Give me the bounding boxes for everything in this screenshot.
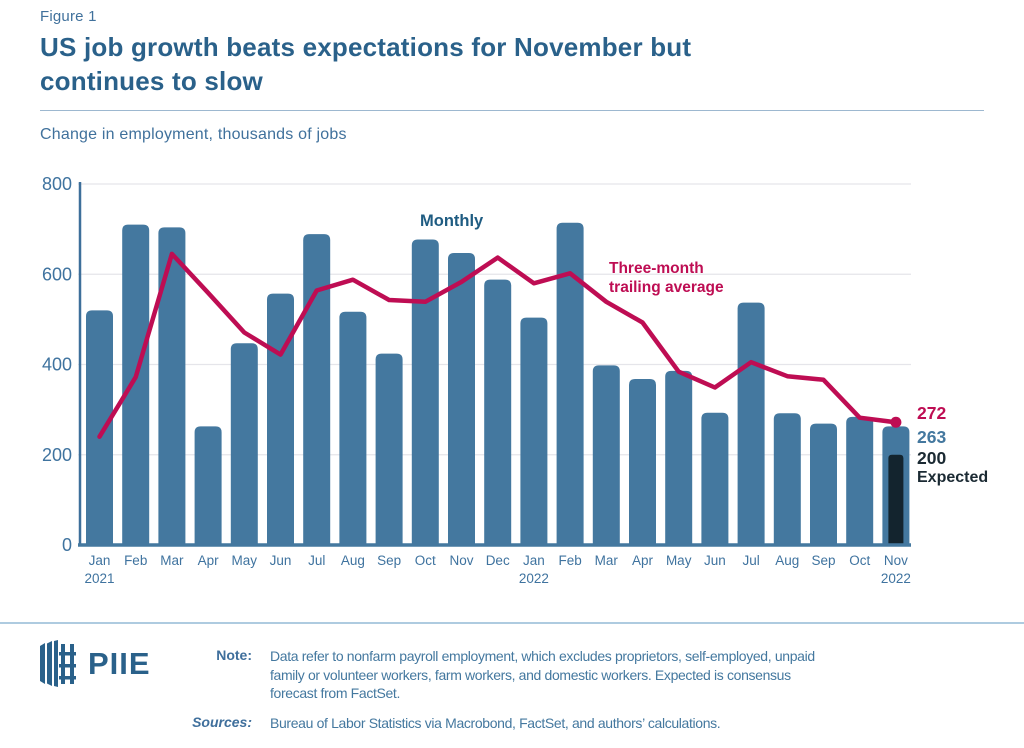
x-tick-label-oct-2021: Oct [414,553,436,568]
x-tick-label-feb-2021: Feb [124,553,148,568]
y-tick-label-200: 200 [41,444,72,465]
x-tick-label-sep-2021: Sep [377,553,402,568]
x-tick-label-nov-2021: Nov [449,553,474,568]
note-label: Note: [216,647,252,663]
bar-expected [888,455,903,545]
trailing-average-endpoint-dot [890,417,901,428]
x-tick-label-dec-2021: Dec [485,553,510,568]
x-tick-label-jul-2022: Jul [742,553,760,568]
sources-text: Bureau of Labor Statistics via Macrobond, FactSet, and authors’ calculations. [270,715,721,731]
x-tick-label-aug-2021: Aug [340,553,365,568]
piie-logo-text: PIIE [88,645,151,681]
x-tick-label-sep-2022: Sep [811,553,836,568]
note-line-3: forecast from FactSet. [270,685,401,701]
x-tick-label-aug-2022: Aug [775,553,800,568]
x-tick-label-apr-2022: Apr [631,553,654,568]
bar-nov-2021 [448,253,475,545]
bar-jan-2022 [520,318,547,545]
sources-label: Sources: [192,714,252,730]
x-tick-label-feb-2022: Feb [558,553,582,568]
x-tick-label-apr-2021: Apr [197,553,219,568]
bar-jul-2021 [303,234,330,545]
x-tick-label-mar-2021: Mar [160,553,184,568]
figure-label: Figure 1 [40,8,97,25]
end-label-272: 272 [917,403,947,423]
y-tick-label-400: 400 [41,354,72,375]
x-tick-label-oct-2022: Oct [849,553,871,568]
note-text [270,647,1010,703]
y-tick-label-0: 0 [61,535,72,555]
bar-jun-2021 [267,294,294,545]
bar-jan-2021 [86,310,113,545]
piie-logo-icon [40,640,78,687]
x-tick-label-jul-2021: Jul [308,553,326,568]
bar-apr-2021 [195,426,222,545]
bar-aug-2021 [339,312,366,545]
note-line-2: family or volunteer workers, farm workers, and domestic workers. Expected is consensus [270,666,791,683]
bar-oct-2022 [846,417,873,545]
trailing-series-label-line-2: trailing average [609,279,724,296]
bar-jun-2022 [701,413,728,545]
x-tick-label-mar-2022: Mar [594,553,618,568]
bar-sep-2022 [810,424,837,545]
footer-divider [0,622,1024,624]
chart-subtitle: Change in employment, thousands of jobs [40,126,347,143]
end-label-263: 263 [917,427,947,447]
monthly-series-label: Monthly [420,212,484,230]
bar-mar-2022 [593,365,620,545]
x-year-label-0: 2021 [84,571,115,586]
note-line-1: Data refer to nonfarm payroll employment, which excludes proprietors, self-employed, unpaid [270,648,815,664]
bar-may-2022 [665,371,692,545]
x-tick-label-jan-2021: Jan [88,553,111,568]
bar-dec-2021 [484,280,511,545]
bar-jul-2022 [738,303,765,545]
x-year-label-12: 2022 [518,571,549,586]
end-label-expected: Expected [917,469,989,486]
x-year-label-22: 2022 [880,571,911,586]
x-tick-label-jun-2022: Jun [704,553,726,568]
y-tick-label-600: 600 [41,264,72,285]
x-tick-label-jun-2021: Jun [269,553,292,568]
bar-sep-2021 [376,354,403,545]
bar-aug-2022 [774,413,801,545]
title-line-1: US job growth beats expectations for November but [40,32,692,62]
bar-feb-2021 [122,225,149,545]
trailing-series-label-line-1: Three-month [609,260,704,277]
x-tick-label-may-2022: May [665,553,692,568]
bar-may-2021 [231,343,258,545]
y-tick-label-800: 800 [41,174,72,194]
x-tick-label-may-2021: May [231,553,258,568]
x-tick-label-jan-2022: Jan [523,553,545,568]
x-tick-label-nov-2022: Nov [883,553,908,568]
title-line-2: continues to slow [40,66,263,96]
bar-oct-2021 [412,240,439,545]
bar-mar-2021 [158,227,185,545]
end-label-200: 200 [917,448,947,468]
bar-apr-2022 [629,379,656,545]
